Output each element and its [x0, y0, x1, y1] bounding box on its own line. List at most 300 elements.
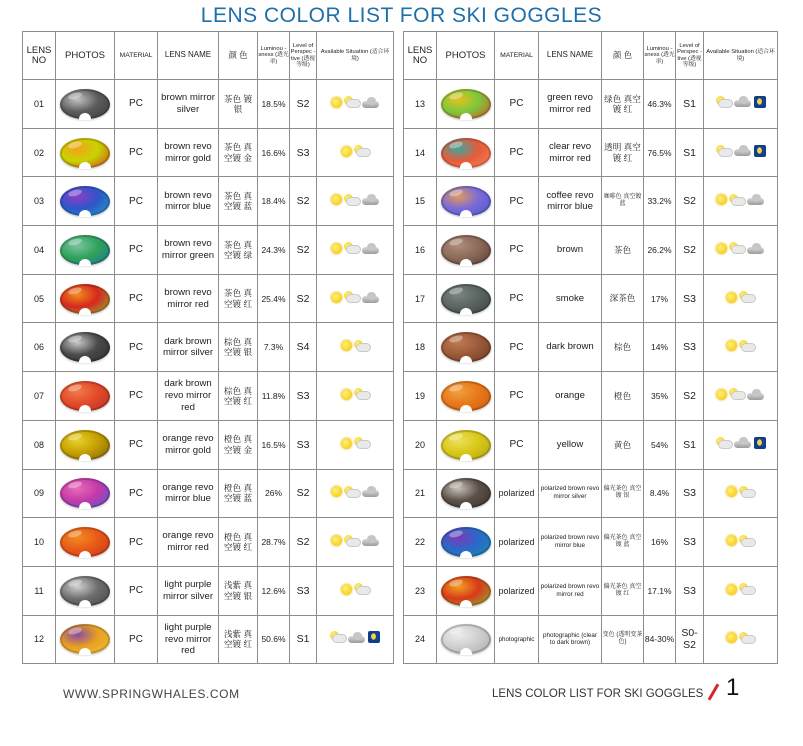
- lens-table-left: [22, 31, 394, 664]
- partly-cloudy-icon: [344, 96, 360, 108]
- level-cell: S3: [676, 518, 704, 567]
- lens-number-cell: 24: [404, 615, 437, 664]
- goggle-lens-image: [441, 478, 491, 508]
- situation-cell: [317, 615, 394, 664]
- cloudy-icon: [734, 437, 752, 448]
- lens-photo-cell: [437, 420, 495, 469]
- cloud-part: [357, 149, 370, 156]
- header-lens-no: LENS NO: [23, 32, 56, 80]
- color-cn-cell: 橙色 真空镀 蓝: [219, 469, 258, 518]
- level-cell: S3: [290, 566, 317, 615]
- partly-cloudy-icon: [354, 388, 370, 400]
- table-row: [404, 177, 778, 226]
- situation-cell: [704, 177, 778, 226]
- color-cn-cell: 茶色 真空镀 蓝: [219, 177, 258, 226]
- color-cn-cell: 橙色 真空镀 红: [219, 518, 258, 567]
- lens-photo-cell: [437, 518, 495, 567]
- level-cell: S2: [676, 372, 704, 421]
- lens-name-cell: orange: [539, 372, 602, 421]
- luminousness-cell: 16.6%: [258, 128, 290, 177]
- lens-photo-cell: [437, 469, 495, 518]
- lens-name-cell: clear revo mirror red: [539, 128, 602, 177]
- partly-cloudy-icon: [344, 486, 360, 498]
- cloud-top: [367, 243, 376, 251]
- lens-name-cell: smoke: [539, 274, 602, 323]
- weather-icons: [341, 388, 370, 400]
- lens-number-cell: 15: [404, 177, 437, 226]
- table-row: [23, 615, 394, 664]
- luminousness-cell: 26.2%: [644, 226, 676, 275]
- weather-icons: [726, 632, 755, 644]
- sunny-icon: [331, 243, 342, 254]
- lens-name-cell: brown revo mirror blue: [158, 177, 219, 226]
- color-cn-cell: 变色 (透明变茶色): [602, 615, 644, 664]
- material-cell: PC: [115, 372, 158, 421]
- table-row: [404, 323, 778, 372]
- page-number: 1: [726, 674, 740, 701]
- lens-name-cell: polarized brown revo mirror silver: [539, 469, 602, 518]
- lens-photo-cell: [56, 128, 115, 177]
- material-cell: PC: [495, 274, 539, 323]
- sunny-icon: [726, 584, 737, 595]
- sunny-icon: [341, 146, 352, 157]
- partly-cloudy-icon: [354, 583, 370, 595]
- material-cell: polarized: [495, 469, 539, 518]
- partly-cloudy-icon: [729, 194, 745, 206]
- level-cell: S2: [290, 80, 317, 129]
- level-cell: S2: [290, 469, 317, 518]
- table-row: [404, 518, 778, 567]
- material-cell: PC: [115, 518, 158, 567]
- weather-icons: [726, 583, 755, 595]
- weather-icons: [331, 96, 380, 108]
- lens-number-cell: 06: [23, 323, 56, 372]
- luminousness-cell: 25.4%: [258, 274, 290, 323]
- lens-photo-cell: [56, 566, 115, 615]
- weather-icons: [726, 535, 755, 547]
- table-row: [23, 420, 394, 469]
- material-cell: PC: [115, 128, 158, 177]
- cloud-top: [367, 486, 376, 494]
- sunny-icon: [341, 438, 352, 449]
- goggle-lens-image: [441, 138, 491, 168]
- sunny-icon: [331, 97, 342, 108]
- slash-mark-icon: [708, 683, 720, 700]
- color-cn-cell: 咖啡色 真空镀 蓝: [602, 177, 644, 226]
- lens-number-cell: 21: [404, 469, 437, 518]
- cloud-part: [347, 198, 360, 205]
- cloud-top: [367, 535, 376, 543]
- lens-number-cell: 22: [404, 518, 437, 567]
- sunny-icon: [726, 486, 737, 497]
- lens-name-cell: polarized brown revo mirror blue: [539, 518, 602, 567]
- material-cell: polarized: [495, 518, 539, 567]
- lens-photo-cell: [437, 128, 495, 177]
- situation-cell: [317, 80, 394, 129]
- sunny-icon: [726, 632, 737, 643]
- color-cn-cell: 黄色: [602, 420, 644, 469]
- header-color-cn: 颜 色: [602, 32, 644, 80]
- cloud-top: [367, 97, 376, 105]
- partly-cloudy-icon: [330, 631, 346, 643]
- lens-photo-cell: [56, 372, 115, 421]
- color-cn-cell: 偏光茶色 真空镀 蓝: [602, 518, 644, 567]
- color-cn-cell: 橙色 真空镀 金: [219, 420, 258, 469]
- color-cn-cell: 棕色 真空镀 红: [219, 372, 258, 421]
- cloud-part: [719, 441, 732, 448]
- cloud-part: [742, 539, 755, 546]
- goggle-lens-image: [441, 430, 491, 460]
- weather-icons: [341, 583, 370, 595]
- table-row: [404, 566, 778, 615]
- cloudy-icon: [734, 96, 752, 107]
- sunny-icon: [341, 584, 352, 595]
- table-row: [404, 274, 778, 323]
- goggle-lens-image: [441, 284, 491, 314]
- cloud-top: [739, 437, 748, 445]
- lens-photo-cell: [56, 177, 115, 226]
- table-row: [23, 177, 394, 226]
- goggle-lens-image: [60, 576, 110, 606]
- goggle-lens-image: [441, 89, 491, 119]
- lens-name-cell: brown revo mirror green: [158, 226, 219, 275]
- sunny-icon: [716, 243, 727, 254]
- header-level: Level of Perspec -tive (透视等级): [676, 32, 704, 80]
- color-cn-cell: 偏光茶色 真空镀 红: [602, 566, 644, 615]
- level-cell: S0-S2: [676, 615, 704, 664]
- goggle-lens-image: [60, 478, 110, 508]
- material-cell: PC: [115, 420, 158, 469]
- partly-cloudy-icon: [344, 242, 360, 254]
- cloud-top: [353, 632, 362, 640]
- goggle-lens-image: [441, 624, 491, 654]
- table-row: [404, 226, 778, 275]
- partly-cloudy-icon: [729, 388, 745, 400]
- level-cell: S2: [290, 226, 317, 275]
- table-header-row: [23, 32, 394, 80]
- goggle-lens-image: [60, 186, 110, 216]
- situation-cell: [704, 323, 778, 372]
- cloud-part: [742, 490, 755, 497]
- cloudy-icon: [734, 145, 752, 156]
- header-material: MATERIAL: [115, 32, 158, 80]
- lens-number-cell: 16: [404, 226, 437, 275]
- lens-photo-cell: [56, 469, 115, 518]
- luminousness-cell: 76.5%: [644, 128, 676, 177]
- lens-photo-cell: [437, 274, 495, 323]
- luminousness-cell: 17.1%: [644, 566, 676, 615]
- situation-cell: [317, 128, 394, 177]
- level-cell: S3: [676, 323, 704, 372]
- lens-photo-cell: [437, 566, 495, 615]
- lens-photo-cell: [56, 420, 115, 469]
- table-row: [23, 372, 394, 421]
- luminousness-cell: 16.5%: [258, 420, 290, 469]
- sunny-icon: [716, 194, 727, 205]
- lens-number-cell: 03: [23, 177, 56, 226]
- cloud-top: [739, 145, 748, 153]
- cloud-top: [367, 292, 376, 300]
- material-cell: PC: [495, 177, 539, 226]
- header-photos: PHOTOS: [56, 32, 115, 80]
- table-row: [404, 469, 778, 518]
- night-icon: [754, 145, 766, 157]
- lens-table-right: [403, 31, 778, 664]
- material-cell: PC: [115, 323, 158, 372]
- situation-cell: [704, 469, 778, 518]
- goggle-lens-image: [60, 624, 110, 654]
- luminousness-cell: 7.3%: [258, 323, 290, 372]
- sunny-icon: [331, 194, 342, 205]
- luminousness-cell: 8.4%: [644, 469, 676, 518]
- goggle-lens-image: [60, 332, 110, 362]
- sunny-icon: [726, 340, 737, 351]
- partly-cloudy-icon: [739, 632, 755, 644]
- table-row: [23, 518, 394, 567]
- color-cn-cell: 橙色: [602, 372, 644, 421]
- material-cell: PC: [495, 420, 539, 469]
- partly-cloudy-icon: [344, 535, 360, 547]
- lens-photo-cell: [56, 274, 115, 323]
- weather-icons: [716, 194, 765, 206]
- cloud-part: [742, 344, 755, 351]
- level-cell: S3: [290, 372, 317, 421]
- situation-cell: [704, 226, 778, 275]
- lens-name-cell: brown: [539, 226, 602, 275]
- lens-photo-cell: [437, 226, 495, 275]
- material-cell: photographic: [495, 615, 539, 664]
- cloudy-icon: [362, 97, 380, 108]
- lens-name-cell: brown mirror silver: [158, 80, 219, 129]
- luminousness-cell: 14%: [644, 323, 676, 372]
- level-cell: S1: [676, 420, 704, 469]
- cloud-part: [333, 635, 346, 642]
- material-cell: PC: [115, 566, 158, 615]
- material-cell: PC: [115, 274, 158, 323]
- situation-cell: [317, 177, 394, 226]
- goggle-lens-image: [441, 527, 491, 557]
- lens-photo-cell: [56, 80, 115, 129]
- level-cell: S1: [676, 80, 704, 129]
- cloud-part: [742, 295, 755, 302]
- lens-number-cell: 04: [23, 226, 56, 275]
- lens-photo-cell: [437, 615, 495, 664]
- header-lens-name: LENS NAME: [158, 32, 219, 80]
- goggle-lens-image: [441, 186, 491, 216]
- lens-name-cell: dark brown: [539, 323, 602, 372]
- lens-name-cell: dark brown revo mirror red: [158, 372, 219, 421]
- material-cell: PC: [495, 323, 539, 372]
- table-row: [404, 615, 778, 664]
- partly-cloudy-icon: [716, 437, 732, 449]
- lens-number-cell: 05: [23, 274, 56, 323]
- cloud-part: [732, 198, 745, 205]
- goggle-lens-image: [60, 381, 110, 411]
- lens-number-cell: 09: [23, 469, 56, 518]
- night-icon: [754, 96, 766, 108]
- situation-cell: [317, 566, 394, 615]
- lens-photo-cell: [437, 323, 495, 372]
- table-row: [404, 128, 778, 177]
- cloud-part: [347, 100, 360, 107]
- partly-cloudy-icon: [344, 194, 360, 206]
- weather-icons: [341, 340, 370, 352]
- footer-title: LENS COLOR LIST FOR SKI GOGGLES: [492, 688, 704, 700]
- cloud-part: [742, 587, 755, 594]
- weather-icons: [330, 631, 380, 643]
- lens-name-cell: light purple mirror silver: [158, 566, 219, 615]
- level-cell: S1: [290, 615, 317, 664]
- luminousness-cell: 24.3%: [258, 226, 290, 275]
- partly-cloudy-icon: [354, 340, 370, 352]
- color-cn-cell: 茶色: [602, 226, 644, 275]
- sunny-icon: [331, 486, 342, 497]
- lens-number-cell: 07: [23, 372, 56, 421]
- goggle-lens-image: [60, 235, 110, 265]
- sunny-icon: [726, 292, 737, 303]
- partly-cloudy-icon: [739, 291, 755, 303]
- partly-cloudy-icon: [739, 340, 755, 352]
- night-icon: [368, 631, 380, 643]
- material-cell: PC: [115, 615, 158, 664]
- lens-number-cell: 19: [404, 372, 437, 421]
- header-color-cn: 颜 色: [219, 32, 258, 80]
- lens-photo-cell: [56, 323, 115, 372]
- cloudy-icon: [362, 243, 380, 254]
- weather-icons: [341, 437, 370, 449]
- cloud-part: [357, 344, 370, 351]
- weather-icons: [331, 535, 380, 547]
- cloud-part: [357, 392, 370, 399]
- lens-photo-cell: [56, 615, 115, 664]
- partly-cloudy-icon: [716, 145, 732, 157]
- lens-name-cell: dark brown mirror silver: [158, 323, 219, 372]
- situation-cell: [704, 566, 778, 615]
- situation-cell: [317, 323, 394, 372]
- goggle-lens-image: [60, 527, 110, 557]
- lens-photo-cell: [437, 80, 495, 129]
- lens-number-cell: 20: [404, 420, 437, 469]
- table-row: [23, 128, 394, 177]
- lens-name-cell: orange revo mirror gold: [158, 420, 219, 469]
- weather-icons: [331, 194, 380, 206]
- table-row: [23, 274, 394, 323]
- color-cn-cell: 茶色 镀 银: [219, 80, 258, 129]
- header-luminousness: Luminou -sness (透光率): [644, 32, 676, 80]
- lens-name-cell: coffee revo mirror blue: [539, 177, 602, 226]
- situation-cell: [317, 226, 394, 275]
- table-row: [404, 372, 778, 421]
- goggle-lens-image: [60, 430, 110, 460]
- sunny-icon: [331, 535, 342, 546]
- lens-number-cell: 01: [23, 80, 56, 129]
- lens-name-cell: brown revo mirror gold: [158, 128, 219, 177]
- level-cell: S3: [290, 128, 317, 177]
- goggle-lens-image: [60, 89, 110, 119]
- weather-icons: [716, 242, 765, 254]
- table-row: [23, 566, 394, 615]
- cloud-part: [357, 587, 370, 594]
- table-row: [23, 80, 394, 129]
- material-cell: PC: [115, 469, 158, 518]
- lens-number-cell: 14: [404, 128, 437, 177]
- partly-cloudy-icon: [354, 437, 370, 449]
- cloud-part: [719, 100, 732, 107]
- situation-cell: [317, 274, 394, 323]
- weather-icons: [341, 145, 370, 157]
- cloud-part: [347, 295, 360, 302]
- lens-name-cell: orange revo mirror red: [158, 518, 219, 567]
- goggle-lens-image: [441, 235, 491, 265]
- cloudy-icon: [362, 194, 380, 205]
- table-row: [23, 226, 394, 275]
- header-lens-name: LENS NAME: [539, 32, 602, 80]
- luminousness-cell: 35%: [644, 372, 676, 421]
- luminousness-cell: 26%: [258, 469, 290, 518]
- level-cell: S3: [676, 274, 704, 323]
- luminousness-cell: 12.6%: [258, 566, 290, 615]
- level-cell: S3: [676, 566, 704, 615]
- footer-website: WWW.SPRINGWHALES.COM: [63, 687, 240, 701]
- luminousness-cell: 17%: [644, 274, 676, 323]
- sunny-icon: [341, 389, 352, 400]
- lens-number-cell: 02: [23, 128, 56, 177]
- cloud-part: [742, 636, 755, 643]
- situation-cell: [704, 274, 778, 323]
- color-cn-cell: 透明 真空镀 红: [602, 128, 644, 177]
- header-material: MATERIAL: [495, 32, 539, 80]
- material-cell: polarized: [495, 566, 539, 615]
- goggle-lens-image: [441, 332, 491, 362]
- cloud-part: [357, 441, 370, 448]
- luminousness-cell: 18.4%: [258, 177, 290, 226]
- lens-name-cell: polarized brown revo mirror red: [539, 566, 602, 615]
- luminousness-cell: 46.3%: [644, 80, 676, 129]
- table-row: [404, 420, 778, 469]
- situation-cell: [704, 80, 778, 129]
- material-cell: PC: [495, 128, 539, 177]
- weather-icons: [716, 388, 765, 400]
- lens-number-cell: 17: [404, 274, 437, 323]
- weather-icons: [716, 96, 766, 108]
- table-row: [23, 323, 394, 372]
- cloudy-icon: [747, 389, 765, 400]
- cloud-top: [367, 194, 376, 202]
- header-lens-no: LENS NO: [404, 32, 437, 80]
- color-cn-cell: 棕色: [602, 323, 644, 372]
- partly-cloudy-icon: [716, 96, 732, 108]
- cloud-part: [347, 246, 360, 253]
- header-situation: Available Situation (适合环境): [317, 32, 394, 80]
- cloudy-icon: [348, 632, 366, 643]
- level-cell: S2: [676, 226, 704, 275]
- luminousness-cell: 54%: [644, 420, 676, 469]
- level-cell: S3: [290, 420, 317, 469]
- material-cell: PC: [495, 372, 539, 421]
- cloudy-icon: [362, 486, 380, 497]
- goggle-lens-image: [441, 576, 491, 606]
- situation-cell: [317, 469, 394, 518]
- page-title: LENS COLOR LIST FOR SKI GOGGLES: [200, 4, 603, 27]
- header-photos: PHOTOS: [437, 32, 495, 80]
- color-cn-cell: 茶色 真空镀 红: [219, 274, 258, 323]
- lens-name-cell: orange revo mirror blue: [158, 469, 219, 518]
- lens-number-cell: 12: [23, 615, 56, 664]
- goggle-lens-image: [60, 284, 110, 314]
- lens-number-cell: 11: [23, 566, 56, 615]
- color-cn-cell: 深茶色: [602, 274, 644, 323]
- level-cell: S4: [290, 323, 317, 372]
